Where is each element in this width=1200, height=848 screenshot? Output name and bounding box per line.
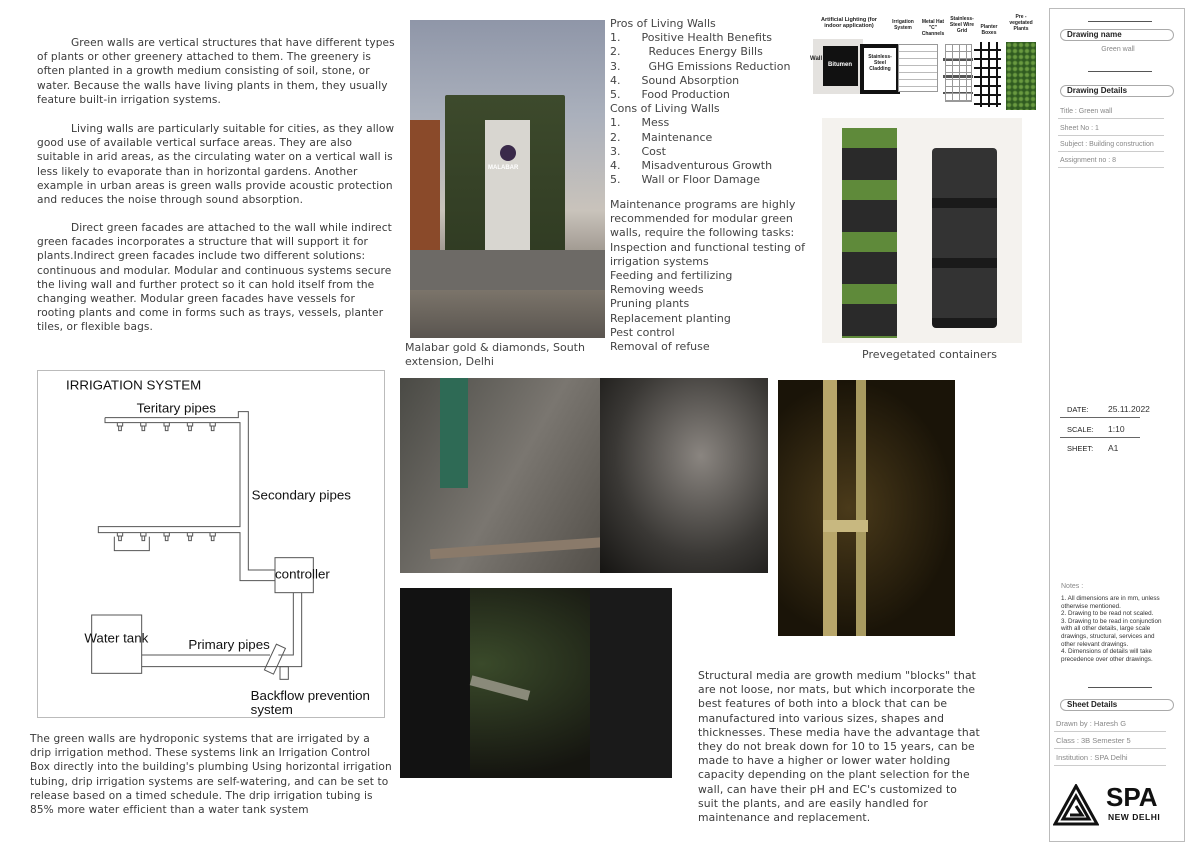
drawing-name-label: Drawing name — [1060, 29, 1174, 41]
containers-caption: Prevegetated containers — [862, 348, 997, 361]
maintenance-task: Pruning plants — [610, 297, 690, 311]
drawn-by-row: Drawn by : Haresh G — [1054, 719, 1166, 732]
layer-label: Bitumen — [828, 62, 852, 68]
maintenance-task: Feeding and fertilizing — [610, 269, 733, 283]
primary-pipe — [142, 593, 302, 667]
maintenance-intro: recommended for modular green — [610, 212, 793, 226]
secondary-pipes-label: Secondary pipes — [251, 487, 351, 503]
tertiary-pipes-label: Teritary pipes — [136, 400, 216, 416]
diagram-title: IRRIGATION SYSTEM — [66, 377, 202, 393]
controller-label: controller — [275, 566, 330, 582]
backflow-label: system — [250, 702, 293, 717]
institution-row: Institution : SPA Delhi — [1054, 753, 1166, 766]
water-tank-area-photo — [400, 588, 672, 778]
irrigation-system-diagram — [30, 370, 390, 720]
structural-media-description: Structural media are growth medium "blocks" that are not loose, nor mats, but which incorporate the best features of both into a block that can be manufactured into various sizes, shapes and thicknesses. These media have the advantage that they do not break down for 10 to 15 years, can be made to have a higher or lower water holding capacity depending on the plant selection for the wall, can have their pH and EC's customized to suit the plants, and are easily handled for maintenance and replacement. — [698, 669, 980, 825]
scale-value: 1:10 — [1108, 424, 1125, 434]
green-wall-layers-diagram — [808, 14, 1042, 112]
intro-paragraph-2: Living walls are particularly suitable for cities, as they allow good use of available vertical surface areas. They are also suitable in arid areas, as the circulating water on a vertical wall is less likely to evaporate than in horizontal gardens. Another example in urban areas is green walls provide acoustic protection and reduces the noise through sound absorption. — [37, 123, 395, 207]
cons-item: 2. Maintenance — [610, 130, 713, 144]
cons-item: 5. Wall or Floor Damage — [610, 173, 761, 187]
class-row: Class : 3B Semester 5 — [1054, 736, 1166, 749]
layer-label: Artificial Lighting (for indoor application) — [821, 17, 877, 29]
layer-label: Stainless-Steel Cladding — [868, 54, 892, 72]
primary-pipes-label: Primary pipes — [188, 637, 270, 652]
notes-text: 1. All dimensions are in mm, unless otherwise mentioned. 2. Drawing to be read not scaled. 3. Drawing to be read in conjunction with all other details, large scale drawings, structural, services and other relevant drawings. 4. Dimensions of details will take precedence over other drawings. — [1061, 595, 1162, 663]
photo-caption: Malabar gold & diamonds, South extension, Delhi — [405, 341, 585, 368]
night-pipe-photo — [778, 380, 955, 636]
sheet-label: SHEET: — [1067, 444, 1094, 453]
layer-label: Pre - vegetated Plants — [1009, 14, 1033, 32]
pros-cons-list — [610, 17, 790, 187]
title-block — [1049, 8, 1185, 842]
sheet-value: A1 — [1108, 443, 1119, 453]
maintenance-intro: walls, require the following tasks: — [610, 226, 795, 240]
date-label: DATE: — [1067, 405, 1089, 414]
backflow-valve-base — [280, 667, 288, 680]
layer-label: Planter Boxes — [980, 24, 998, 36]
cons-title: Cons of Living Walls — [610, 102, 720, 116]
pros-item: 3. GHG Emissions Reduction — [610, 59, 791, 73]
pros-item: 1. Positive Health Benefits — [610, 31, 773, 45]
backflow-label: Backflow prevention — [250, 688, 370, 703]
pros-item: 2. Reduces Energy Bills — [610, 45, 763, 59]
drawing-details-label: Drawing Details — [1060, 85, 1174, 97]
spa-logo-icon — [1053, 784, 1099, 826]
intro-paragraph-3: Direct green facades are attached to the wall while indirect green facades incorporates a structure that will support it for plants.Indirect green facades include two different solutions: continuous and modular. Modular and continuous systems secure the living wall and further protect so it can hold itself from the changing weather. Modular green facades have vessels for rooting plants and come in forms such as trays, vessels, planter tiles, or flexible bags. — [37, 222, 392, 334]
irrigation-description: The green walls are hydroponic systems that are irrigated by a drip irrigation method. These systems link an Irrigation Control Box directly into the building's plumbing Using horizontal irrigation tubing, drip irrigation systems are self-watering, and can be set to release based on a timed schedule. The drip irrigation tubing is 85% more water efficient than a water tank system — [30, 733, 392, 817]
secondary-pipe — [98, 412, 275, 581]
title-row: Title : Green wall — [1058, 108, 1164, 119]
intro-paragraph-1: Green walls are vertical structures that have different types of plants or other greenery attached to them. The greenery is often planted in a growth medium consisting of soil, stone, or water. Because the walls have living plants in them, they usually feature built-in irrigation systems. — [37, 37, 395, 106]
assignment-row: Assignment no : 8 — [1058, 157, 1164, 168]
notes-label: Notes : — [1061, 583, 1084, 590]
maintenance-task: Removing weeds — [610, 283, 704, 297]
maintenance-task: Pest control — [610, 325, 675, 339]
maintenance-list — [610, 198, 805, 354]
prevegetated-containers-photo — [822, 118, 1022, 343]
spa-logo-subtext: NEW DELHI — [1108, 812, 1161, 822]
maintenance-task: Replacement planting — [610, 311, 731, 325]
drip-emitters — [114, 423, 215, 551]
layer-label: Wall — [810, 56, 823, 62]
layer-label: Metal Hat "C" Channels — [921, 19, 945, 37]
pros-title: Pros of Living Walls — [610, 17, 716, 30]
structural-media-closeup-photo — [400, 378, 768, 573]
pros-item: 4. Sound Absorption — [610, 73, 740, 87]
layer-label: Irrigation System — [892, 19, 914, 31]
cons-item: 1. Mess — [610, 116, 670, 130]
date-value: 25.11.2022 — [1108, 404, 1150, 414]
malabar-building-photo — [410, 20, 605, 338]
spa-logo-text: SPA — [1106, 782, 1158, 812]
cons-item: 3. Cost — [610, 144, 666, 158]
drawing-name: Green wall — [1101, 46, 1135, 53]
pros-item: 5. Food Production — [610, 88, 730, 102]
maintenance-intro: Maintenance programs are highly — [610, 198, 796, 211]
water-tank-label: Water tank — [84, 630, 149, 646]
maintenance-task: Inspection and functional testing of — [610, 240, 805, 254]
maintenance-task: Removal of refuse — [610, 340, 710, 354]
scale-label: SCALE: — [1067, 425, 1094, 434]
sheet-no-row: Sheet No : 1 — [1058, 125, 1164, 136]
building-sign: MALABAR — [488, 165, 519, 171]
sheet-details-label: Sheet Details — [1060, 699, 1174, 711]
subject-row: Subject : Building construction — [1058, 141, 1164, 152]
cons-item: 4. Misadventurous Growth — [610, 159, 773, 173]
maintenance-task: irrigation systems — [610, 254, 709, 268]
layer-label: Stainless-Steel Wire Grid — [949, 16, 975, 34]
